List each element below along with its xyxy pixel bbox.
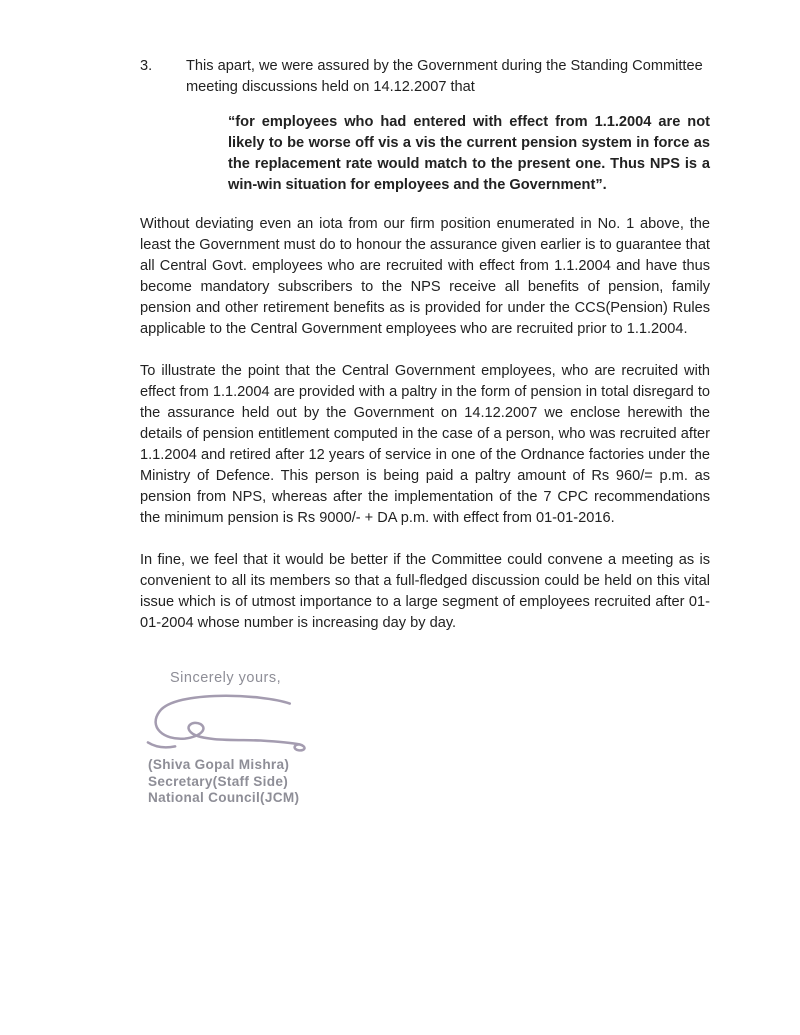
signatory-title: Secretary(Staff Side): [148, 773, 289, 789]
closing-salutation: Sincerely yours,: [170, 670, 282, 686]
paragraph-request: In fine, we feel that it would be better if the Committee could convene a meeting as is convenient to all its members so that a full-fledged discussion could be held on this vital issue which is of utmost importance to a large segment of employees recruited after 01-01-2004 whose number is increasing day by day.: [140, 552, 710, 631]
blockquote-assurance: “for employees who had entered with effect from 1.1.2004 are not likely to be worse off vis a vis the current pension system in force as the replacement rate would match to the present one. Thus NPS is a win-win situation for employees and the Government”.: [228, 114, 710, 193]
signatory-block: [148, 757, 710, 806]
numbered-paragraph-3: [140, 56, 710, 98]
paragraph-3-text: This apart, we were assured by the Government during the Standing Committee meeting discussions held on 14.12.2007 that: [186, 58, 703, 95]
paragraph-position: Without deviating even an iota from our firm position enumerated in No. 1 above, the least the Government must do to honour the assurance given earlier is to guarantee that all Central Govt. employees who are recruited with effect from 1.1.2004 and have thus become mandatory subscribers to the NPS receive all benefits of pension, family pension and other retirement benefits as is provided for under the CCS(Pension) Rules applicable to the Central Government employees who are recruited prior to 1.1.2004.: [140, 216, 710, 337]
signatory-name: (Shiva Gopal Mishra): [148, 757, 290, 772]
paragraph-illustration: To illustrate the point that the Central Government employees, who are recruited with effect from 1.1.2004 are provided with a paltry in the form of pension in total disregard to the assurance held out by the Government on 14.12.2007 we enclose herewith the details of pension entitlement computed in the case of a person, who was recruited after 1.1.2004 and retired after 12 years of service in one of the Ordnance factories under the Ministry of Defence. This person is being paid a paltry amount of Rs 960/= p.m. as pension from NPS, whereas after the implementation of the 7 CPC recommendations the minimum pension is Rs 9000/- + DA p.m. with effect from 01-01-2016.: [140, 363, 710, 526]
signature-scribble: [146, 693, 316, 755]
signatory-org: National Council(JCM): [148, 790, 300, 805]
paragraph-number: 3.: [140, 58, 153, 74]
